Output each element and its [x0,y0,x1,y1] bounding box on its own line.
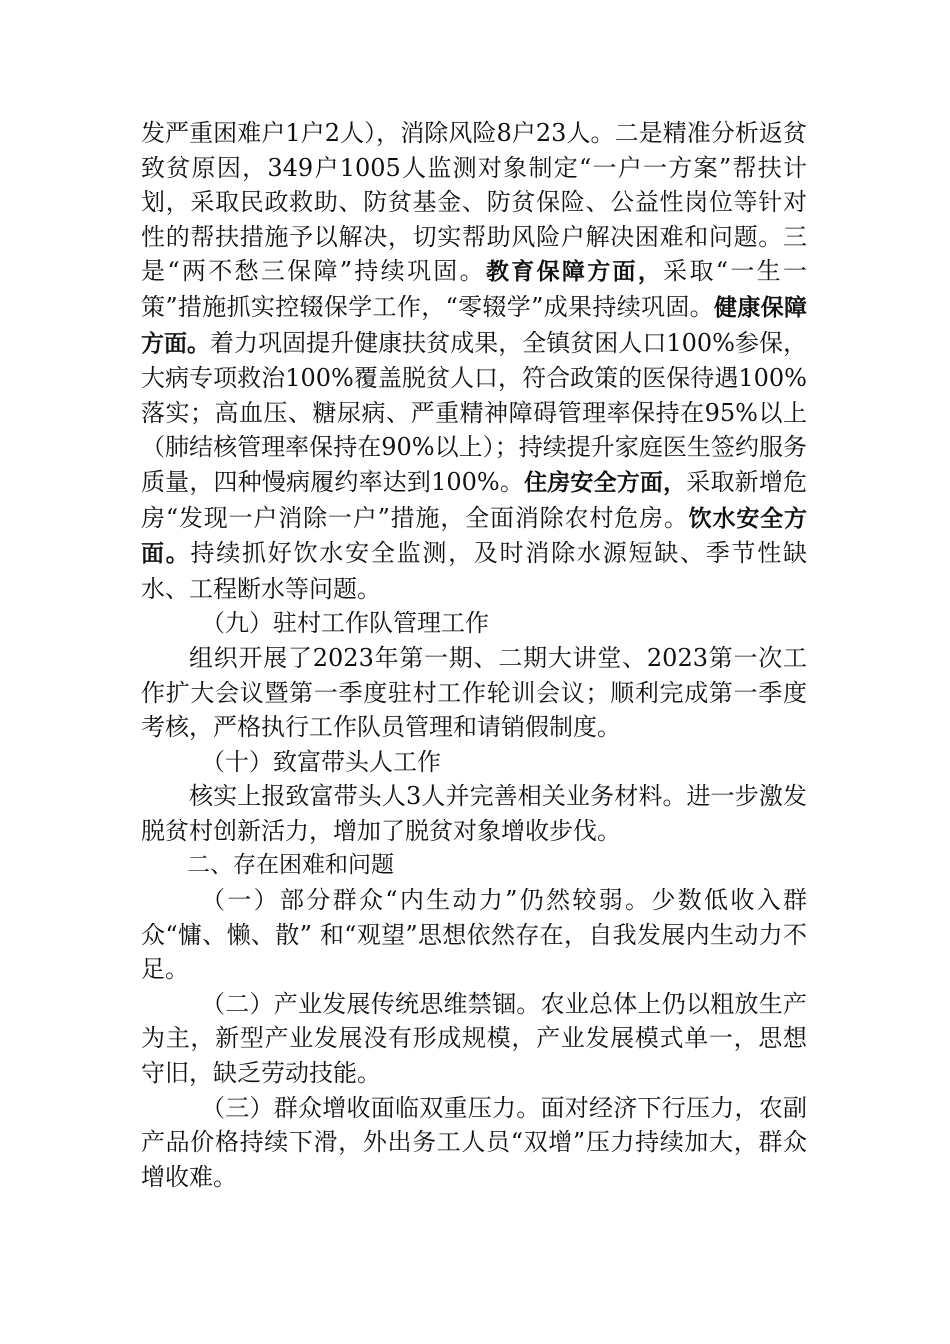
bold-heading-water: 饮水安全方面。 [141,505,807,568]
part-heading-difficulties: 二、存在困难和问题 [187,852,394,879]
paragraph-text: 采取新增危房“发现一户消除一户”措施，全面消除农村危房。 [141,467,807,532]
section-heading-9: （九）驻村工作队管理工作 [201,609,489,638]
paragraph-text: 采取“一生一策”措施抓实控辍保学工作，“零辍学”成果持续巩固。 [141,257,807,321]
section-heading-10: （十）致富带头人工作 [201,747,441,776]
difficulty-item-3-body: 面对经济下行压力，农副产品价格持续下滑，外出务工人员“双增”压力持续加大，群众增收难。 [141,1093,807,1191]
difficulty-item-2: （二）产业发展传统思维禁锢。农业总体上仍以粗放生产为主，新型产业发展没有形成规模，产业发展模式单一，思想守旧，缺乏劳动技能。 [141,989,807,1088]
paragraph-text: 着力巩固提升健康扶贫成果，全镇贫困人口100%参保，大病专项救治100%覆盖脱贫人口，符合政策的医保待遇100%落实；高血压、糖尿病、严重精神障碍管理率保持在95%以上（肺结核管理率保持在90%以上）；持续提升家庭医生签约服务质量，四种慢病履约率达到100%。 [141,328,807,496]
bold-heading-health: 健康保障方面。 [141,294,807,357]
section-body-10: 核实上报致富带头人3人并完善相关业务材料。进一步激发脱贫村创新活力，增加了脱贫对象增收步伐。 [141,782,807,845]
difficulty-item-1: （一）部分群众“内生动力”仍然较弱。少数低收入群众“慵、懒、散” 和“观望”思想依然存在，自我发展内生动力不足。 [141,886,807,984]
paragraph-text: 发严重困难户1户2人），消除风险8户23人。二是精准分析返贫致贫原因，349户1005人监测对象制定“一户一方案”帮扶计划，采取民政救助、防贫基金、防贫保险、公益性岗位等针对性的帮扶措施予以解决，切实帮助风险户解决困难和问题。三是“两不愁三保障”持续巩固。 [141,119,807,286]
difficulty-item-3-heading: （三）群众增收面临双重压力。 [201,1093,541,1122]
bold-heading-education: 教育保障方面， [485,259,664,286]
paragraph-text: 持续抓好饮水安全监测，及时消除水源短缺、季节性缺水、工程断水等问题。 [141,539,808,603]
bold-heading-housing: 住房安全方面， [524,469,687,496]
section-body-9: 组织开展了2023年第一期、二期大讲堂、2023第一次工作扩大会议暨第一季度驻村工作轮训会议；顺利完成第一季度考核，严格执行工作队员管理和请销假制度。 [141,643,807,742]
difficulty-item-3 [141,1091,807,1195]
paragraph-poverty-monitoring [141,116,807,606]
document-body [141,116,807,1194]
